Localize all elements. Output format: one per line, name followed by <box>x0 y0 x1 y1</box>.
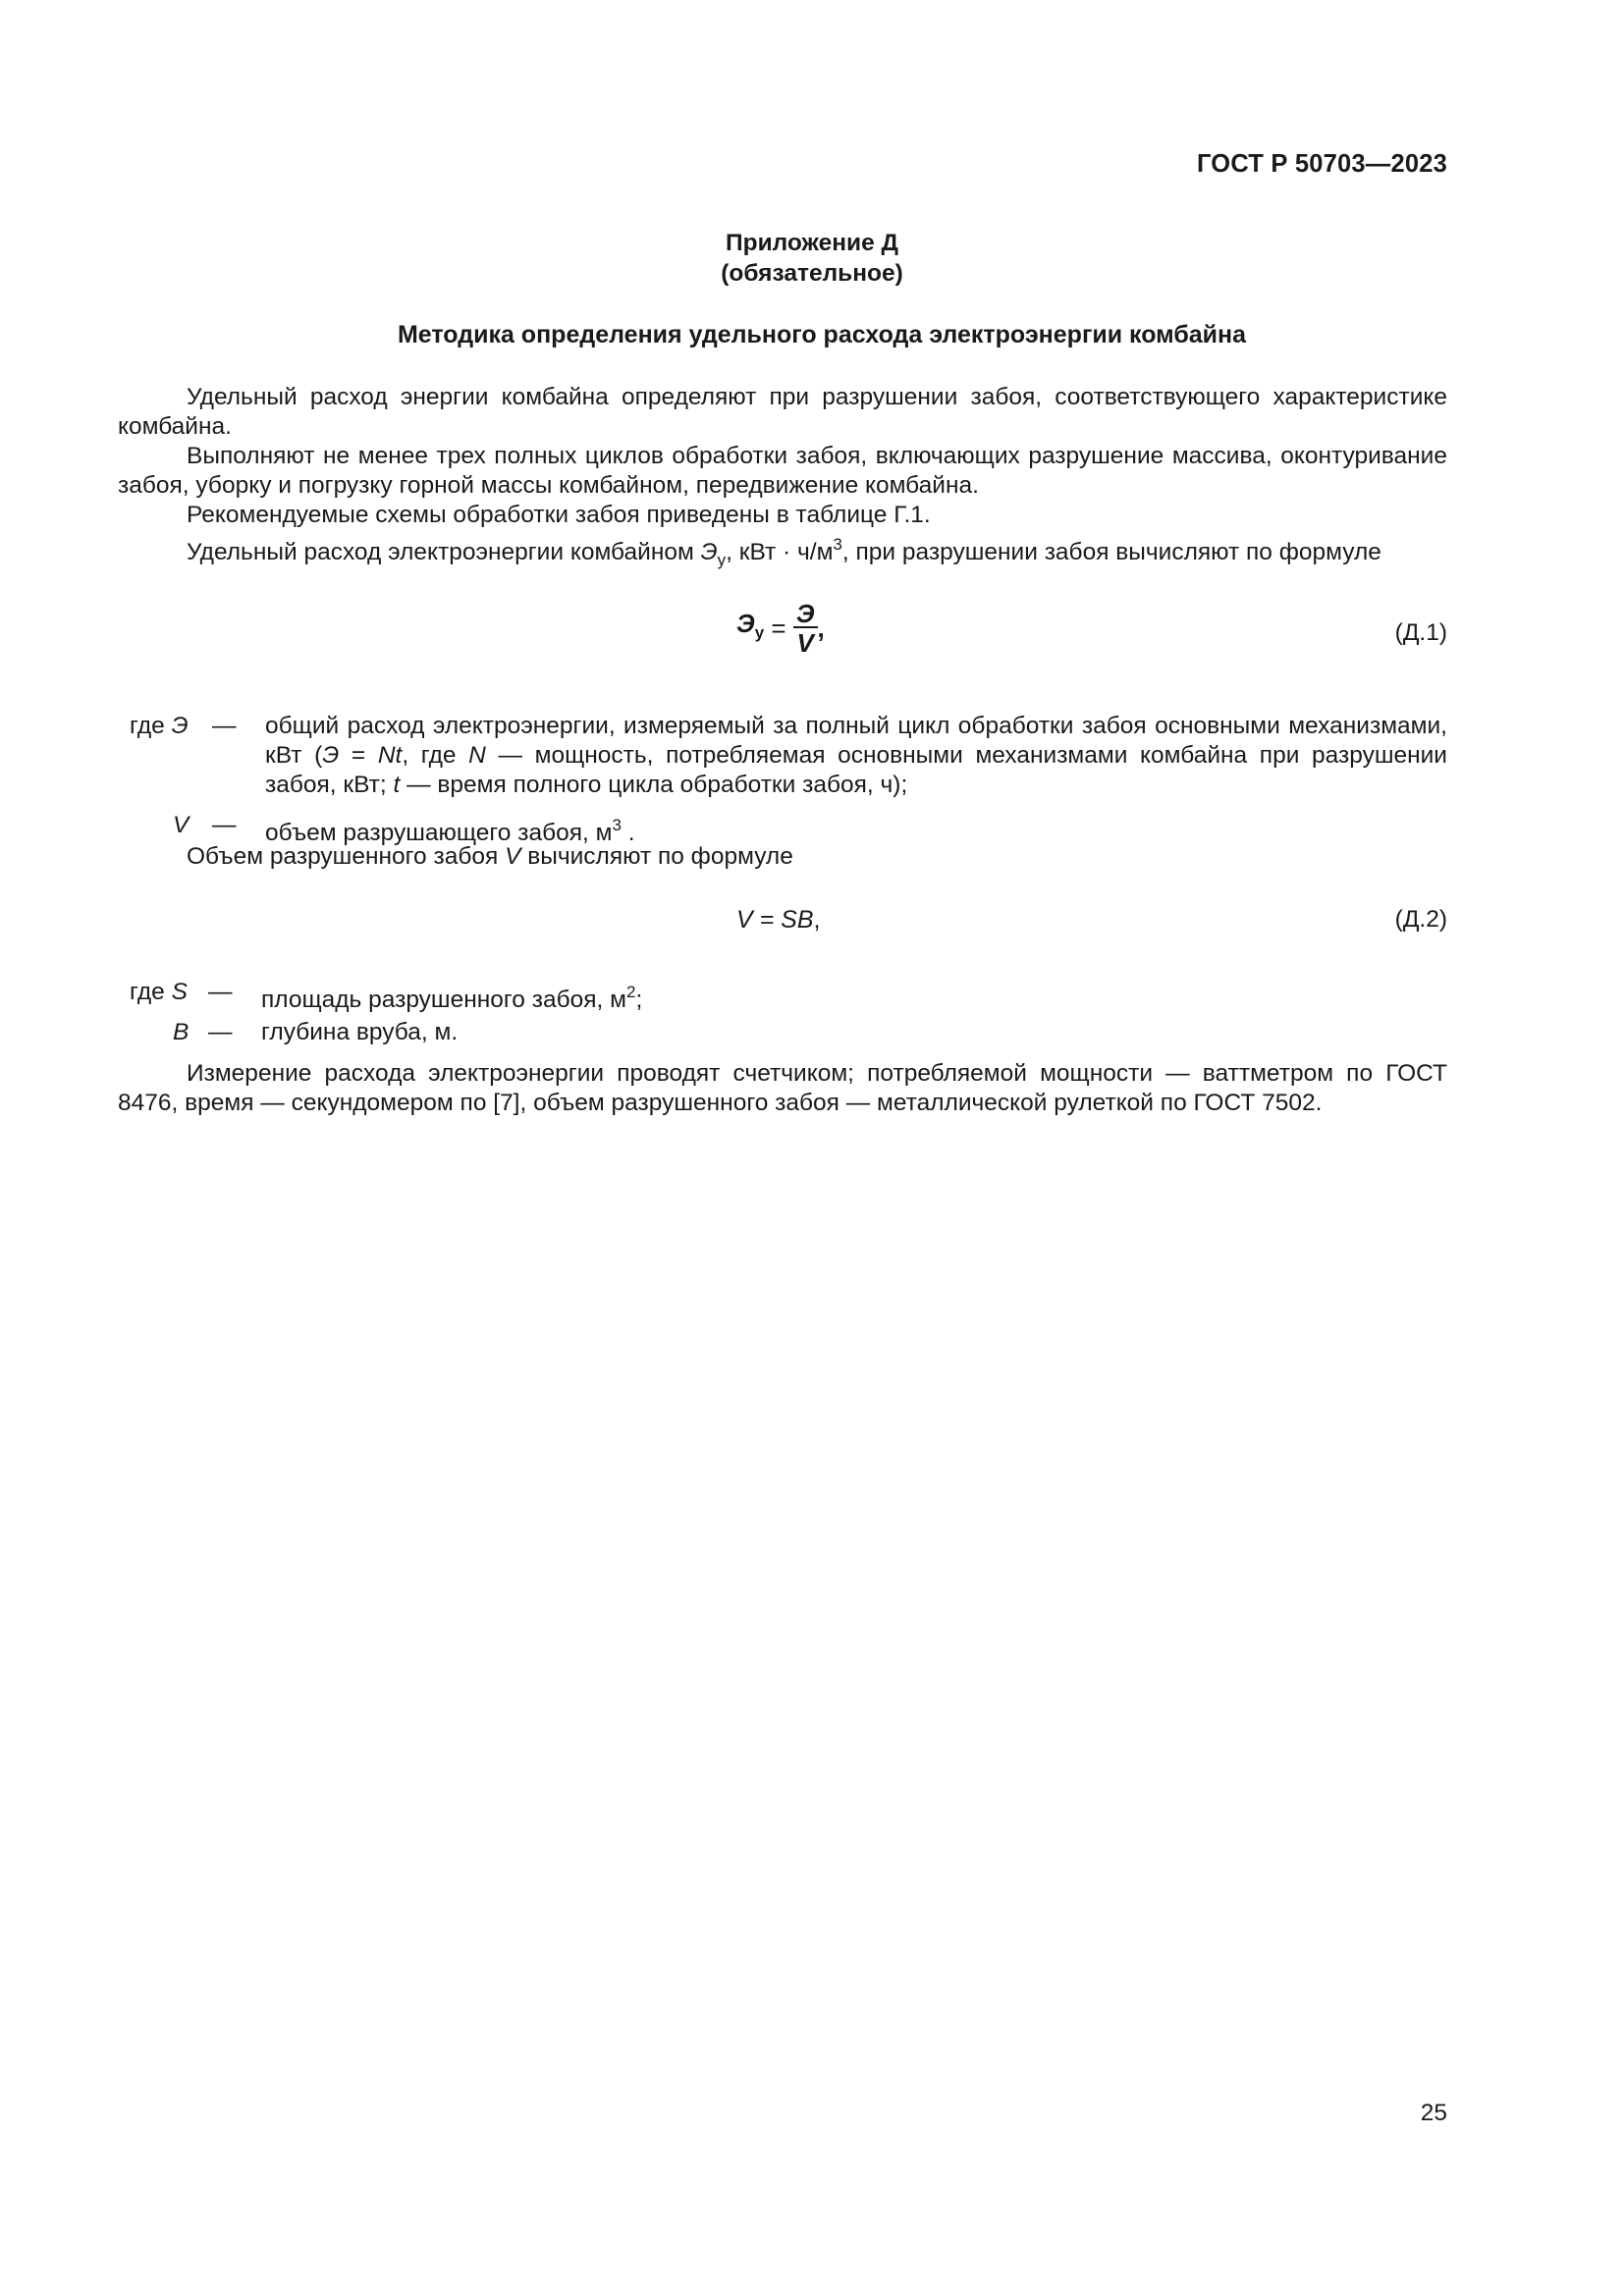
intro-text-after: , при разрушении забоя вычисляют по формуле <box>841 539 1381 565</box>
appendix-heading <box>0 228 1624 289</box>
equation-number-d2: (Д.2) <box>1394 906 1447 933</box>
intro-text <box>118 383 1447 575</box>
def-symbol-t: t <box>393 772 401 798</box>
equation-number-d1: (Д.1) <box>1394 619 1447 646</box>
def-text-i: — время полного цикла обработки забоя, ч); <box>400 772 908 798</box>
unit-text: , кВт · ч/м <box>726 539 834 565</box>
def-text-a: общий расход электроэнергии, измеряемый за полный цикл обработки забоя основными механизмами, кВт ( <box>265 713 1447 769</box>
where-label <box>130 978 188 1007</box>
symbol-E: Э <box>700 539 718 565</box>
def-symbol-E: Э <box>322 742 340 769</box>
where-label <box>130 712 189 741</box>
where-dash: — <box>212 713 237 739</box>
formula-d1-expression <box>736 601 825 656</box>
formula-d2-comma: , <box>813 906 821 934</box>
appendix-status: (обязательное) <box>721 260 903 287</box>
where-symbol-E: Э <box>171 713 189 739</box>
def-S-tail: ; <box>635 987 643 1013</box>
where-item-B <box>118 1018 1447 1047</box>
where-dash: — <box>208 979 233 1005</box>
where-dash: — <box>208 1019 233 1045</box>
formula-equals: = <box>764 614 786 643</box>
def-V-tail: . <box>621 820 635 846</box>
paragraph-3: Рекомендуемые схемы обработки забоя приведены в таблице Г.1. <box>187 502 931 528</box>
def-V-text: объем разрушающего забоя, м <box>265 820 613 846</box>
formula-fraction <box>793 601 818 656</box>
formula-d2-expr: V = SB <box>736 906 814 934</box>
where-prefix: где <box>130 979 165 1005</box>
fraction-denominator: V <box>796 628 814 658</box>
where-symbol-S: S <box>171 979 188 1005</box>
paragraph-1: Удельный расход энергии комбайна определяют при разрушении забоя, соответствующего характеристике комбайна. <box>118 384 1447 440</box>
document-number: ГОСТ Р 50703—2023 <box>1196 150 1447 178</box>
paragraph-formula-intro <box>118 530 1447 575</box>
fraction-numerator: Э <box>793 601 818 628</box>
paragraph-2: Выполняют не менее трех полных циклов обработки забоя, включающих разрушение массива, оконтуривание забоя, уборку и погрузку горной массы комбайном, передвижение комбайна. <box>118 443 1447 499</box>
where-definition-B: глубина вруба, м. <box>261 1019 459 1045</box>
intro2-after: вычисляют по формуле <box>520 843 793 870</box>
formula-lhs <box>736 609 765 642</box>
def-symbol-Nt: Nt <box>377 742 403 769</box>
def-text-c: = <box>339 742 378 769</box>
formula-d2-expression <box>736 905 820 934</box>
intro-text-before: Удельный расход электроэнергии комбайном <box>187 539 701 565</box>
paragraph-formula2-intro <box>118 842 1447 872</box>
intro2-before: Объем разрушенного забоя <box>187 843 506 870</box>
where-definition-S <box>261 978 1447 1015</box>
intro2-symbol-V: V <box>505 843 521 870</box>
unit-superscript: 3 <box>833 535 842 554</box>
formula-d2 <box>118 905 1447 940</box>
where-item-E <box>118 712 1447 802</box>
where-item-V <box>118 811 1447 846</box>
formula2-intro <box>118 842 1447 872</box>
def-S-text: площадь разрушенного забоя, м <box>261 987 626 1013</box>
def-text-g: — мощность, потребляемая основными механизмами комбайна при разрушении забоя, кВт; <box>265 742 1447 798</box>
def-S-superscript: 2 <box>625 983 636 1001</box>
formula-lhs-sub: у <box>754 623 765 642</box>
formula-d1 <box>118 601 1447 669</box>
def-symbol-N: N <box>468 742 486 769</box>
formula-comma: , <box>817 614 825 643</box>
where-symbol-V: V <box>173 812 189 838</box>
page-number: 25 <box>1420 2100 1447 2126</box>
appendix-title: Приложение Д <box>726 230 898 256</box>
subscript-y: у <box>717 551 727 569</box>
final-text <box>118 1059 1447 1118</box>
where-prefix: где <box>130 713 165 739</box>
where-definition-E <box>265 712 1447 800</box>
def-V-superscript: 3 <box>612 816 622 834</box>
formula-lhs-symbol: Э <box>736 609 755 638</box>
where-item-S <box>118 978 1447 1013</box>
paragraph-final: Измерение расхода электроэнергии проводят счетчиком; потребляемой мощности — ваттметром по ГОСТ 8476, время — секундомером по [7], объем разрушенного забоя — металлической рулеткой по ГОСТ 7502. <box>118 1060 1447 1116</box>
section-title: Методика определения удельного расхода электроэнергии комбайна <box>397 321 1247 348</box>
def-text-e: , где <box>402 742 469 769</box>
where-dash: — <box>212 812 237 838</box>
where-symbol-B: B <box>173 1019 189 1045</box>
